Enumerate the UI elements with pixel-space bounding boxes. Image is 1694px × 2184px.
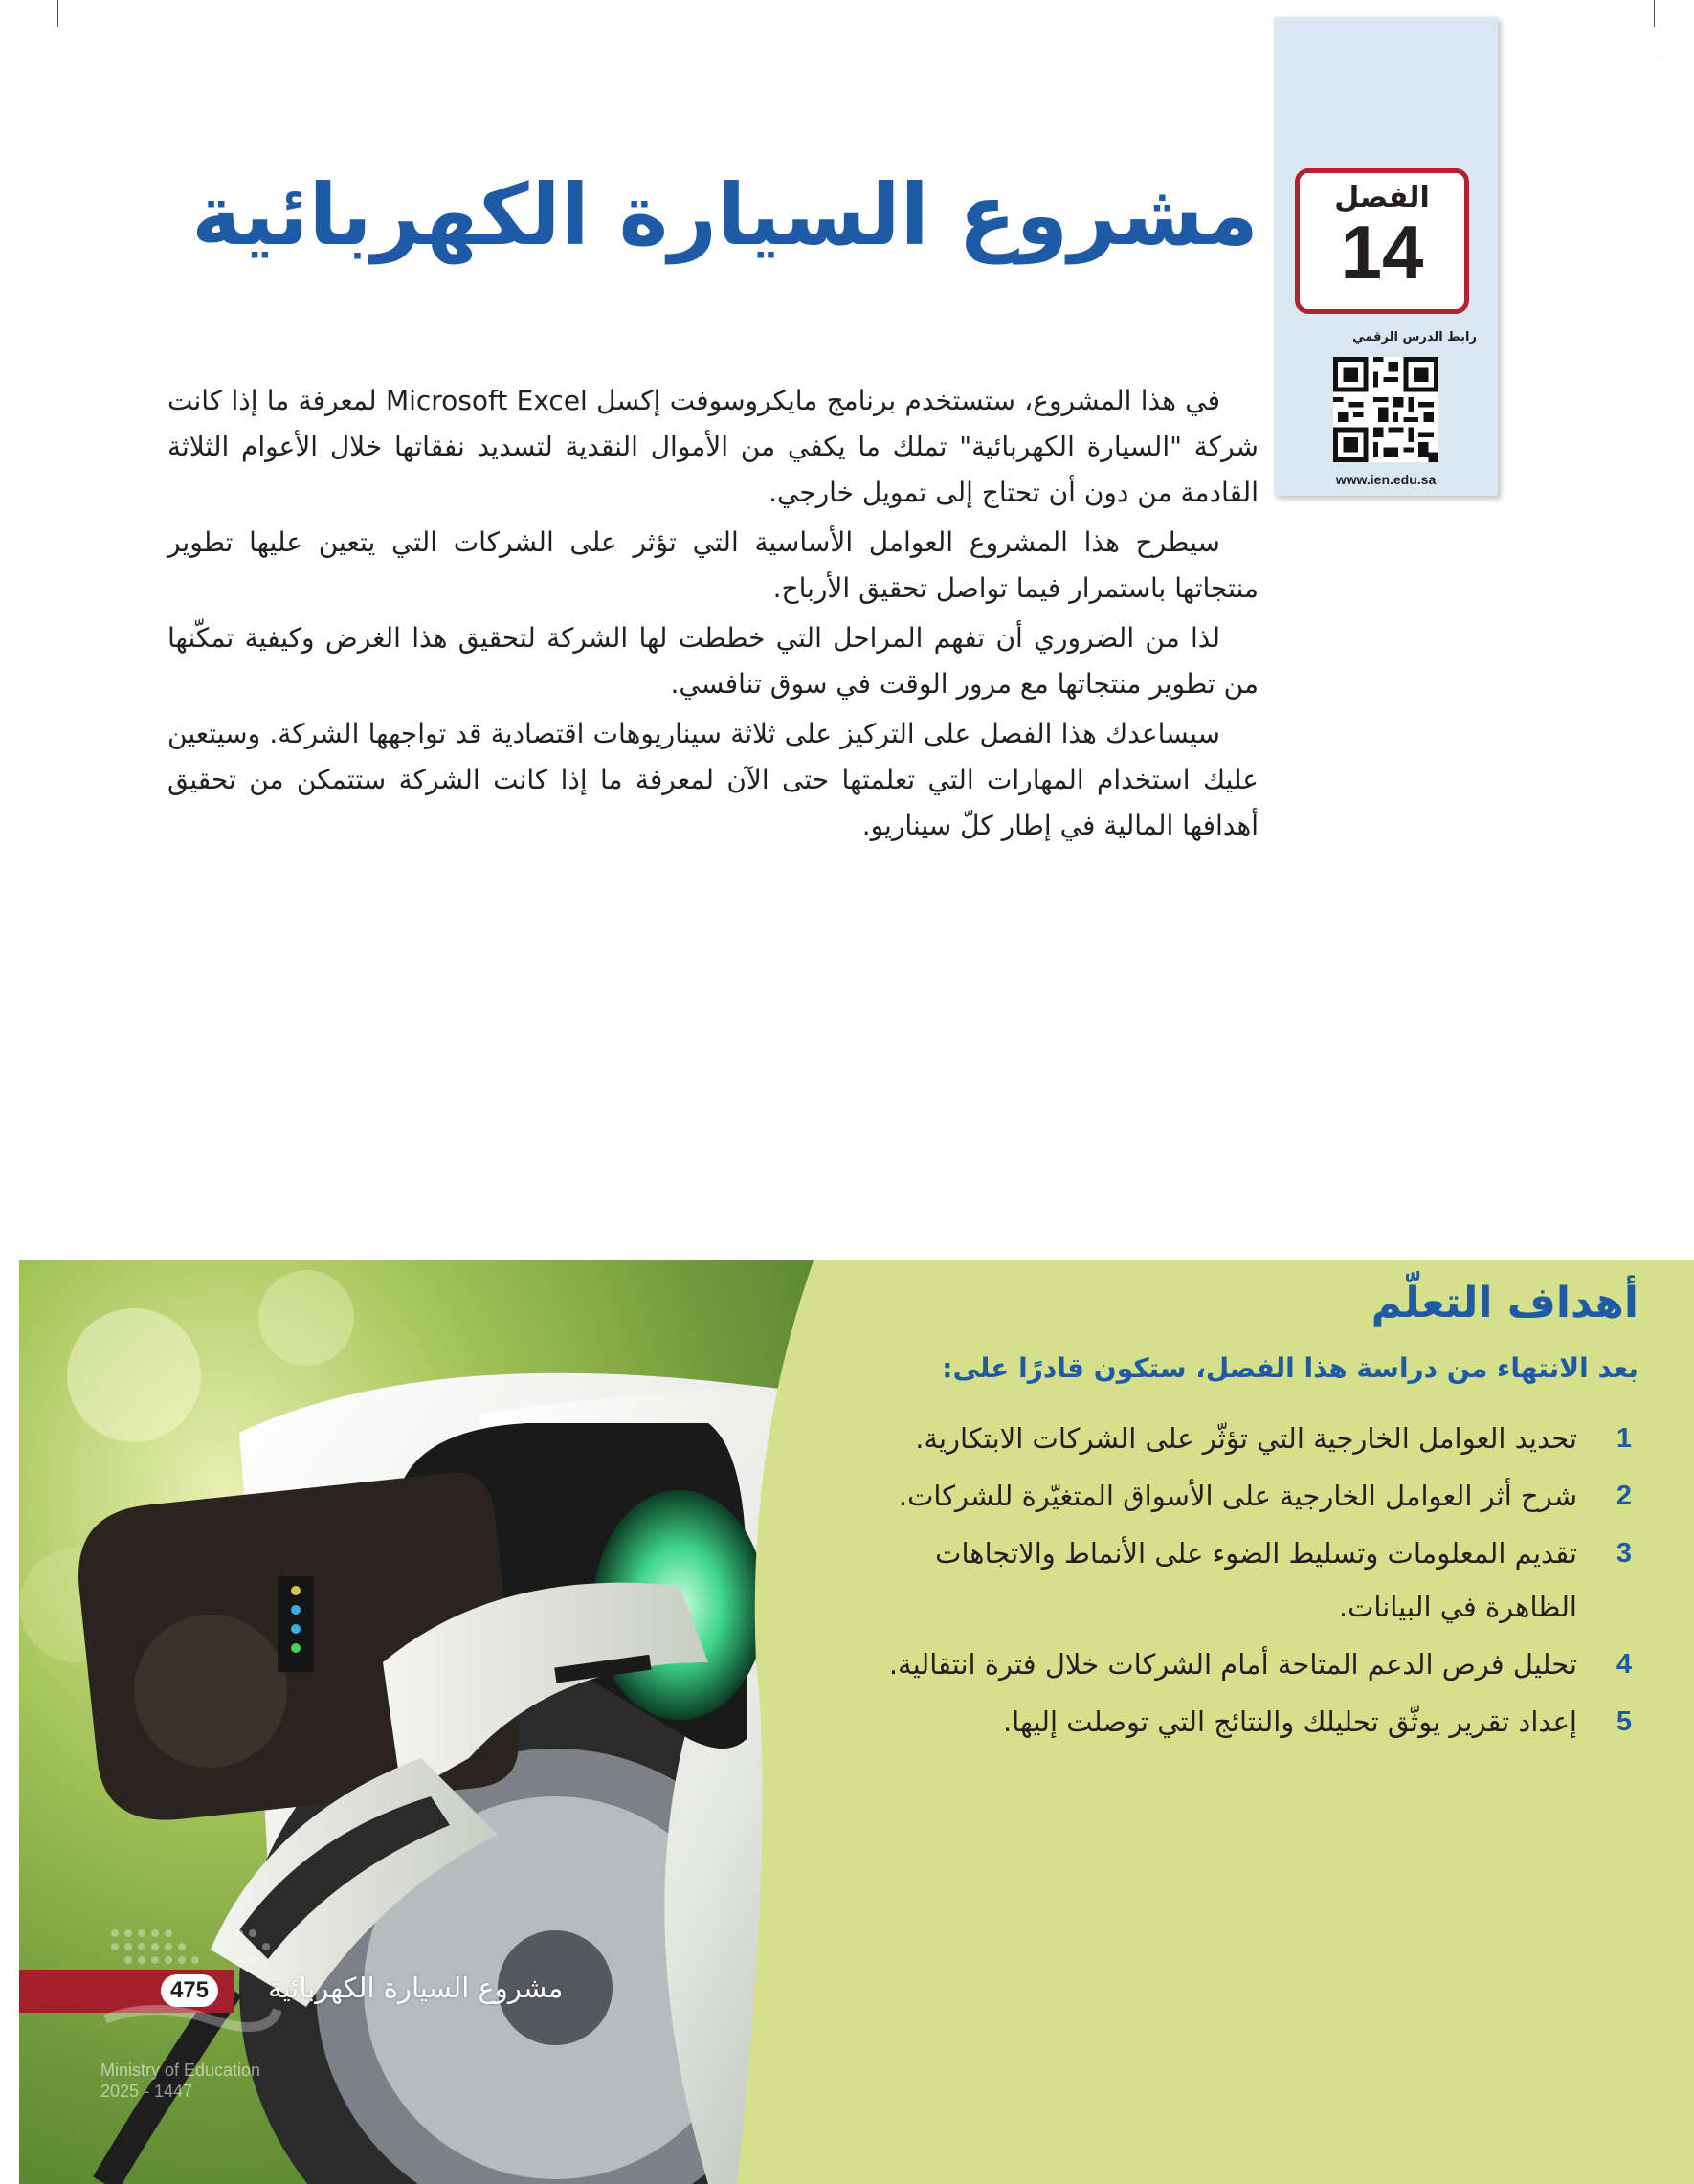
chapter-label: الفصل	[1334, 181, 1430, 214]
objective-number: 1	[1616, 1423, 1633, 1454]
ministry-logo-icon	[96, 1914, 287, 2058]
intro-text	[167, 378, 1259, 853]
qr-caption: رابط الدرس الرقمي	[1352, 330, 1477, 345]
page-title: مشروع السيارة الكهربائية	[191, 166, 1259, 264]
objective-number: 2	[1616, 1481, 1633, 1511]
chapter-number: 14	[1340, 210, 1424, 294]
objectives-title: أهداف التعلّم	[1371, 1279, 1638, 1327]
objective-number: 4	[1616, 1649, 1633, 1680]
objective-number: 5	[1616, 1706, 1633, 1737]
ministry-caption	[100, 2060, 260, 2102]
objectives-list	[882, 1412, 1638, 1752]
objective-text: إعداد تقرير يوثّق تحليلك والنتائج التي توصلت إليها.	[1002, 1705, 1577, 1738]
objective-item	[882, 1469, 1638, 1523]
intro-paragraph: سيساعدك هذا الفصل على التركيز على ثلاثة سيناريوهات اقتصادية قد تواجهها الشركة. وسيتعين عليك استخدام المهارات التي تعلمتها حتى الآن لمعرفة ما إذا كانت الشركة ستتمكن من تحقيق أهدافها المالية في إطار كلّ سيناريو.	[167, 718, 1259, 841]
chapter-badge	[1295, 168, 1469, 314]
page-number: 475	[161, 1974, 218, 2007]
objective-item	[882, 1527, 1638, 1634]
objective-item	[882, 1695, 1638, 1749]
objective-item	[882, 1638, 1638, 1691]
intro-paragraph: سيطرح هذا المشروع العوامل الأساسية التي تؤثر على الشركات التي يتعين عليها تطوير منتجاتها باستمرار فيما تواصل تحقيق الأرباح.	[167, 526, 1259, 604]
objective-number: 3	[1616, 1538, 1633, 1569]
crop-mark	[1654, 0, 1655, 27]
objective-text: شرح أثر العوامل الخارجية على الأسواق المتغيّرة للشركات.	[898, 1480, 1577, 1512]
objective-item	[882, 1412, 1638, 1465]
chapter-tab	[1274, 17, 1498, 496]
intro-paragraph: في هذا المشروع، ستستخدم برنامج مايكروسوفت إكسل Microsoft Excel لمعرفة ما إذا كانت شركة "السيارة الكهربائية" تملك ما يكفي من الأموال النقدية لتسديد نفقاتها خلال الأعوام الثلاثة القادمة من دون أن تحتاج إلى تمويل خارجي.	[167, 385, 1259, 508]
crop-mark	[57, 0, 58, 27]
objective-text: تحليل فرص الدعم المتاحة أمام الشركات خلال فترة انتقالية.	[888, 1648, 1577, 1681]
qr-url[interactable]: www.ien.edu.sa	[1335, 472, 1437, 487]
objectives-subtitle: بعد الانتهاء من دراسة هذا الفصل، ستكون قادرًا على:	[942, 1352, 1638, 1384]
ministry-name: Ministry of Education	[100, 2061, 261, 2080]
intro-paragraph: لذا من الضروري أن تفهم المراحل التي خططت لها الشركة لتحقيق هذا الغرض وكيفية تمكّنها من تطوير منتجاتها مع مرور الوقت في سوق تنافسي.	[167, 622, 1259, 700]
objective-text: تقديم المعلومات وتسليط الضوء على الأنماط والاتجاهات الظاهرة في البيانات.	[935, 1537, 1577, 1623]
qr-code-icon[interactable]	[1333, 357, 1438, 462]
objective-text: تحديد العوامل الخارجية التي تؤثّر على الشركات الابتكارية.	[915, 1422, 1577, 1455]
footer-title: مشروع السيارة الكهربائية	[268, 1972, 564, 2004]
ministry-year: 2025 - 1447	[100, 2082, 193, 2101]
